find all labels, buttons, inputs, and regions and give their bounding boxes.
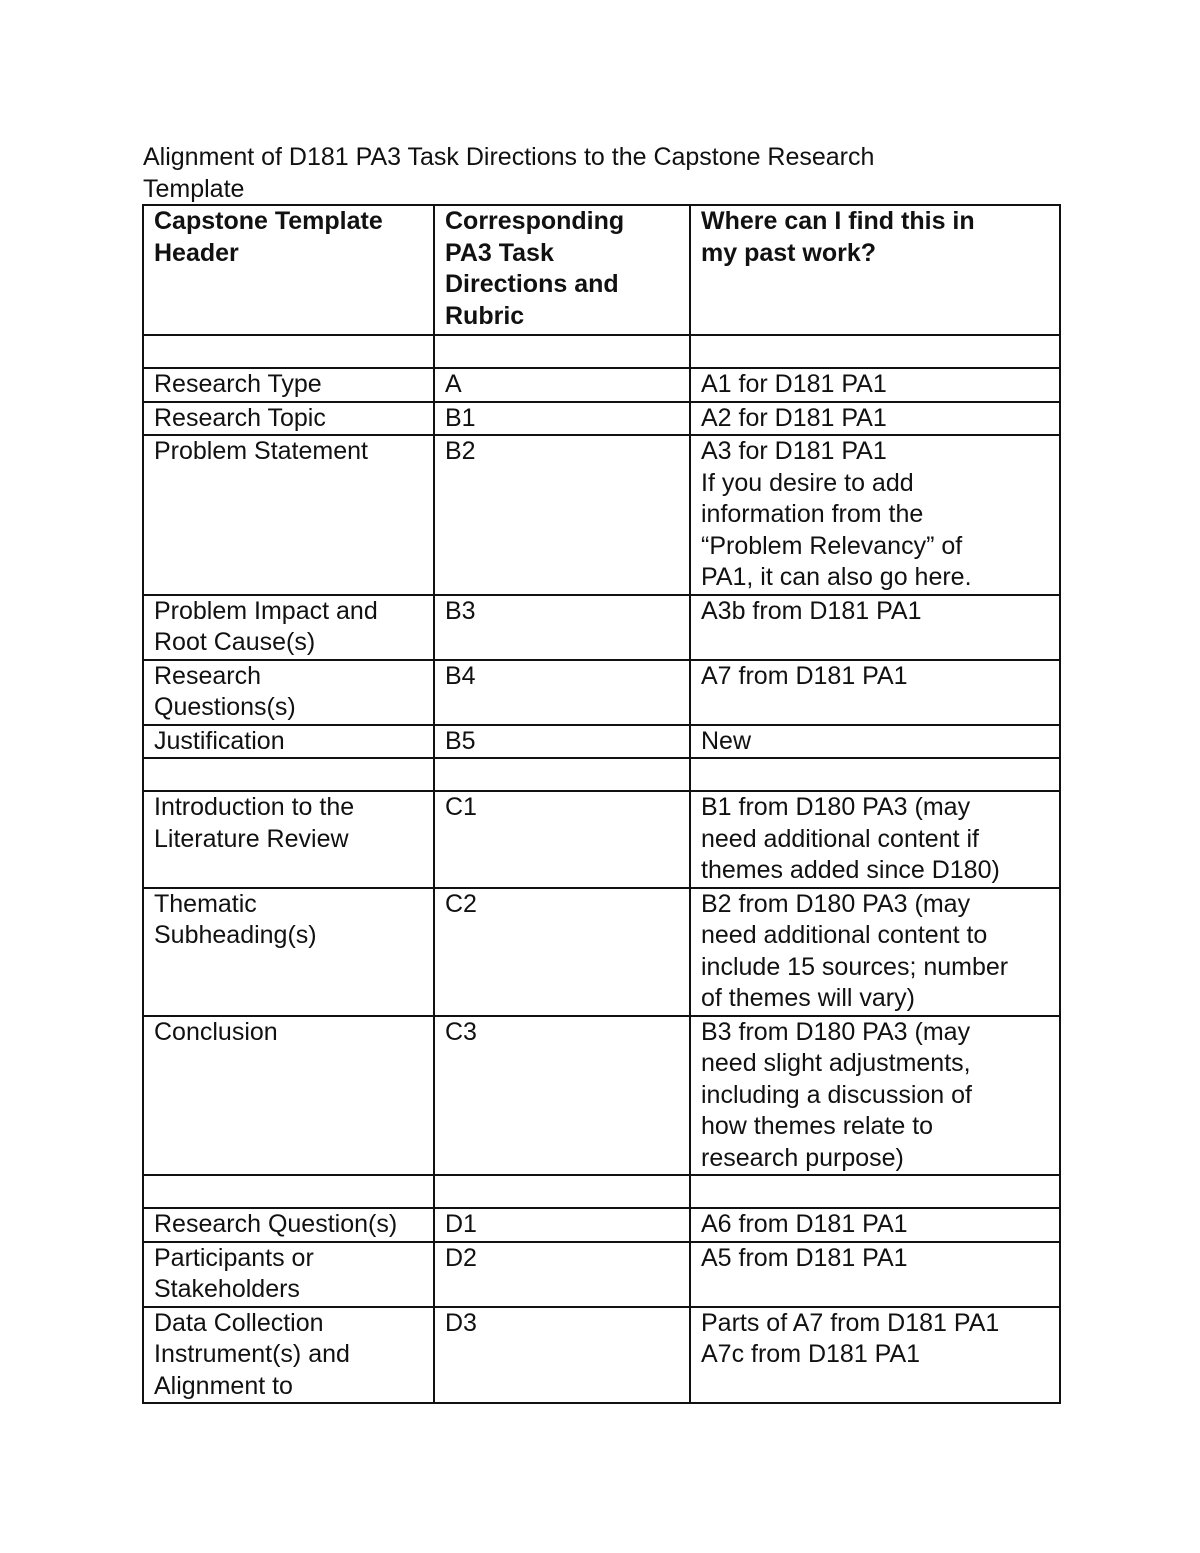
document-title: Alignment of D181 PA3 Task Directions to the Capstone Research Template	[143, 143, 875, 203]
cell-past-work: A2 for D181 PA1	[690, 402, 1060, 436]
cell-task-direction: D1	[434, 1208, 690, 1242]
cell-task-direction: B5	[434, 725, 690, 759]
table-row	[143, 335, 1060, 368]
cell-template-header	[143, 758, 434, 791]
cell-template-header	[143, 1175, 434, 1208]
cell-task-direction: C2	[434, 888, 690, 1016]
table-row	[143, 1208, 1060, 1242]
cell-task-direction: B3	[434, 595, 690, 660]
table-row	[143, 888, 1060, 1016]
cell-task-direction: A	[434, 368, 690, 402]
cell-past-work	[690, 1175, 1060, 1208]
header-corresponding-task: Corresponding PA3 Task Directions and Rubric	[434, 205, 690, 335]
cell-template-header: Research Question(s)	[143, 1208, 434, 1242]
cell-past-work: A5 from D181 PA1	[690, 1242, 1060, 1307]
table-row	[143, 368, 1060, 402]
cell-past-work: B2 from D180 PA3 (may need additional content to include 15 sources; number of themes will vary)	[690, 888, 1060, 1016]
header-past-work: Where can I find this in my past work?	[690, 205, 1060, 335]
cell-past-work	[690, 335, 1060, 368]
cell-past-work	[690, 758, 1060, 791]
cell-template-header: Thematic Subheading(s)	[143, 888, 434, 1016]
cell-past-work: New	[690, 725, 1060, 759]
cell-template-header: Problem Statement	[143, 435, 434, 595]
cell-past-work: A6 from D181 PA1	[690, 1208, 1060, 1242]
alignment-table	[142, 204, 1061, 1404]
cell-task-direction: C1	[434, 791, 690, 888]
table-body	[143, 335, 1060, 1403]
cell-past-work: A7 from D181 PA1	[690, 660, 1060, 725]
cell-past-work: A1 for D181 PA1	[690, 368, 1060, 402]
cell-task-direction: D2	[434, 1242, 690, 1307]
table-row	[143, 1175, 1060, 1208]
cell-past-work: A3 for D181 PA1 If you desire to add information from the “Problem Relevancy” of PA1, it can also go here.	[690, 435, 1060, 595]
cell-template-header: Conclusion	[143, 1016, 434, 1176]
table-row	[143, 1242, 1060, 1307]
table-row	[143, 791, 1060, 888]
table-row	[143, 660, 1060, 725]
cell-past-work: B1 from D180 PA3 (may need additional content if themes added since D180)	[690, 791, 1060, 888]
cell-task-direction: B1	[434, 402, 690, 436]
table-header-row	[143, 205, 1060, 335]
header-capstone-template: Capstone Template Header	[143, 205, 434, 335]
cell-template-header: Introduction to the Literature Review	[143, 791, 434, 888]
cell-template-header	[143, 335, 434, 368]
cell-template-header: Participants or Stakeholders	[143, 1242, 434, 1307]
cell-task-direction	[434, 1175, 690, 1208]
cell-template-header: Data Collection Instrument(s) and Alignment to	[143, 1307, 434, 1404]
cell-task-direction: D3	[434, 1307, 690, 1404]
cell-past-work: A3b from D181 PA1	[690, 595, 1060, 660]
cell-template-header: Justification	[143, 725, 434, 759]
cell-task-direction: B2	[434, 435, 690, 595]
cell-template-header: Research Type	[143, 368, 434, 402]
table-row	[143, 758, 1060, 791]
cell-task-direction: C3	[434, 1016, 690, 1176]
table-row	[143, 595, 1060, 660]
cell-task-direction	[434, 758, 690, 791]
cell-template-header: Research Topic	[143, 402, 434, 436]
cell-template-header: Problem Impact and Root Cause(s)	[143, 595, 434, 660]
table-row	[143, 435, 1060, 595]
cell-template-header: Research Questions(s)	[143, 660, 434, 725]
cell-past-work: Parts of A7 from D181 PA1 A7c from D181 PA1	[690, 1307, 1060, 1404]
table-row	[143, 725, 1060, 759]
table-row	[143, 1307, 1060, 1404]
cell-past-work: B3 from D180 PA3 (may need slight adjustments, including a discussion of how themes relate to research purpose)	[690, 1016, 1060, 1176]
cell-task-direction: B4	[434, 660, 690, 725]
cell-task-direction	[434, 335, 690, 368]
table-row	[143, 1016, 1060, 1176]
table-row	[143, 402, 1060, 436]
